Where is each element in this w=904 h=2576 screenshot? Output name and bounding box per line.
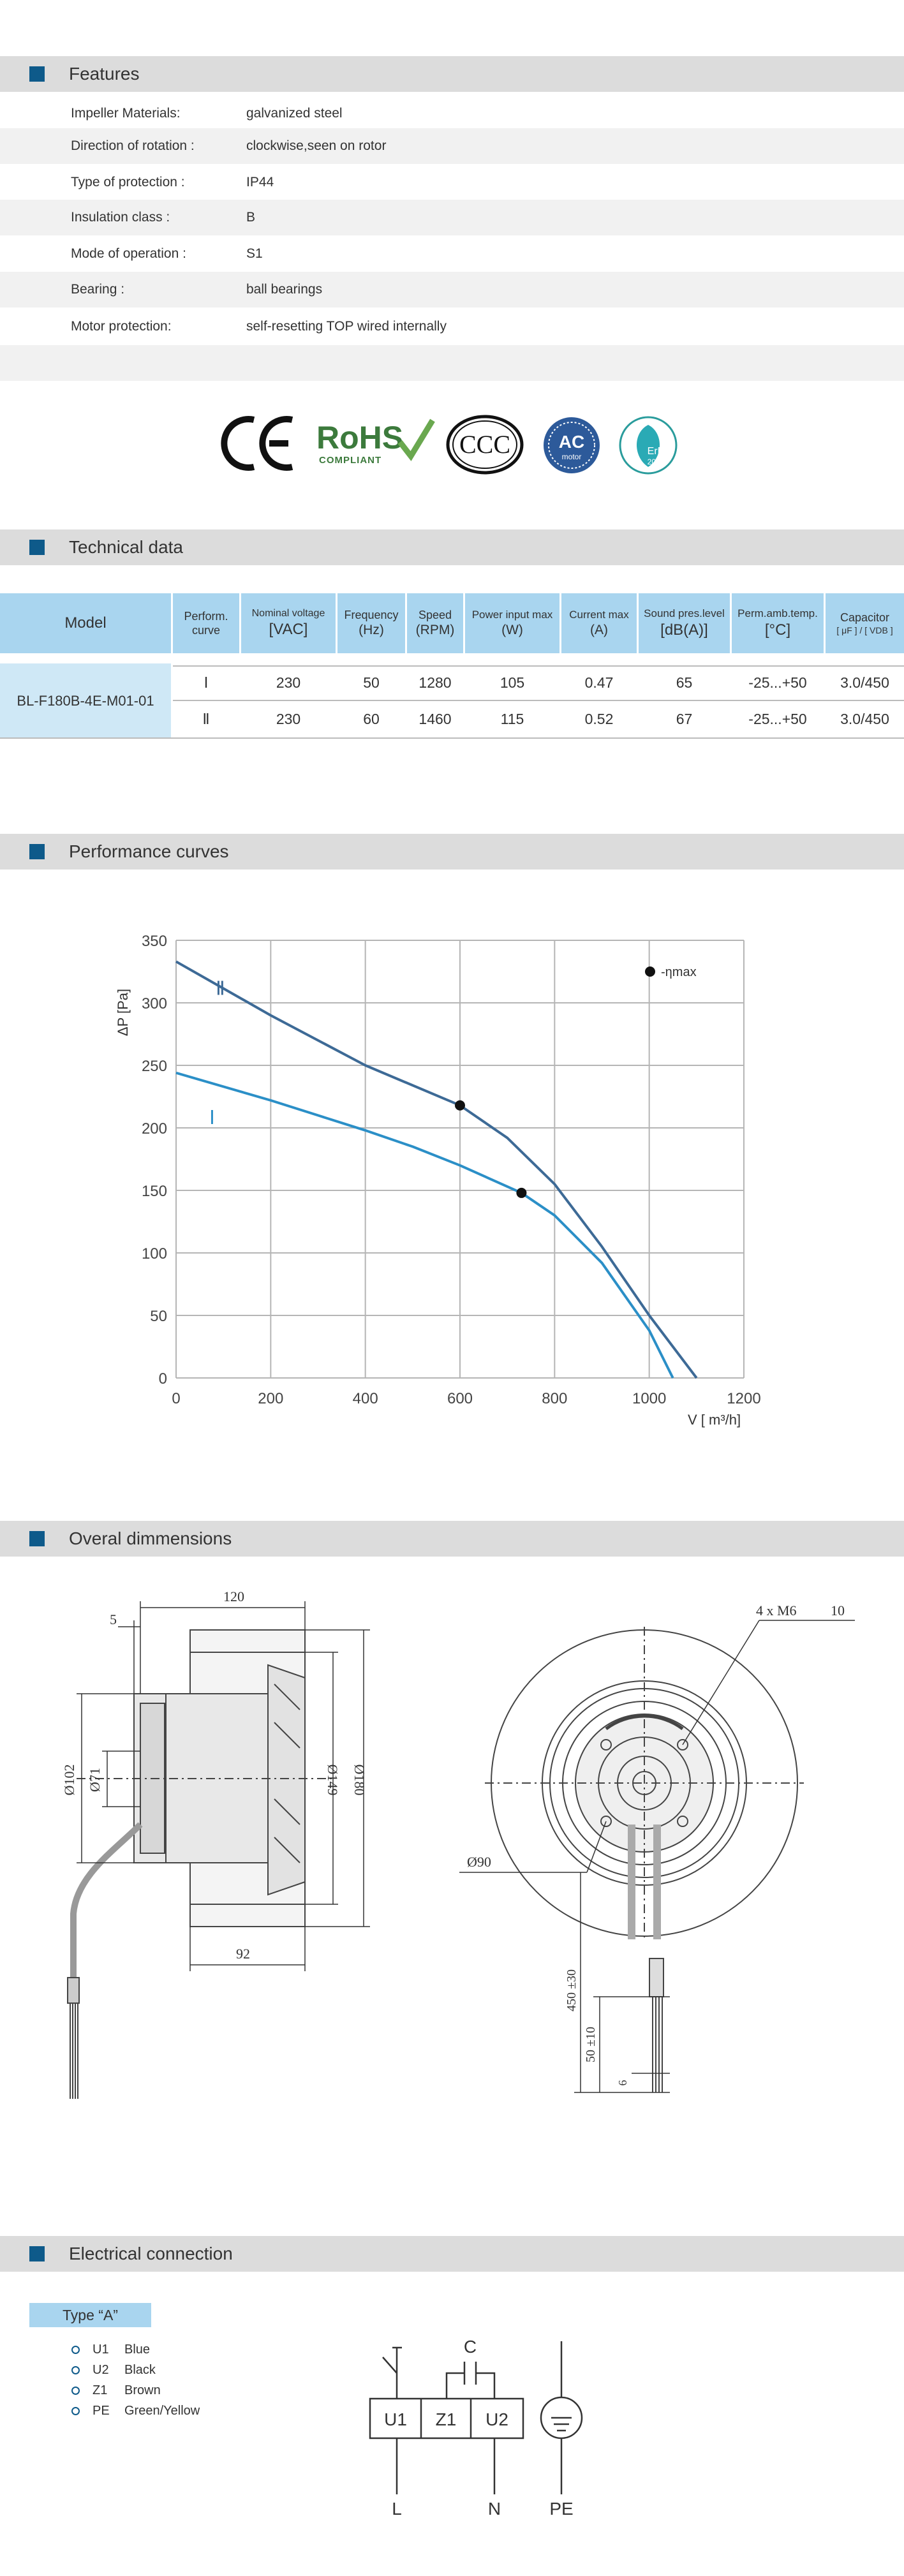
section-marker bbox=[29, 844, 45, 859]
feature-label: Type of protection : bbox=[71, 175, 185, 189]
header-text: Frequency bbox=[344, 608, 399, 621]
table-cell: 50 bbox=[363, 674, 380, 691]
feature-row bbox=[0, 128, 904, 164]
table-cell: 105 bbox=[500, 674, 525, 691]
header-text: Sound pres.level bbox=[644, 607, 725, 620]
table-cell: Ⅱ bbox=[202, 710, 210, 727]
chart-ylabel: ΔP [Pa] bbox=[115, 988, 131, 1037]
feature-row-empty bbox=[0, 345, 904, 381]
feature-row bbox=[0, 272, 904, 307]
bullet bbox=[71, 2346, 80, 2354]
table-header bbox=[241, 593, 336, 653]
dim-end: 6 bbox=[616, 2080, 629, 2086]
dim-cable: 450 ±30 bbox=[565, 1969, 579, 2011]
bullet bbox=[71, 2366, 80, 2374]
section-header-electrical bbox=[0, 2236, 904, 2272]
section-title: Performance curves bbox=[69, 841, 229, 861]
table-cell: 3.0/450 bbox=[840, 674, 889, 691]
capacitor-label: C bbox=[463, 2337, 477, 2357]
table-cell: 65 bbox=[676, 674, 693, 691]
header-unit: (Hz) bbox=[359, 623, 384, 638]
dim-depth: 10 bbox=[831, 1603, 845, 1618]
header-unit: [°C] bbox=[764, 621, 791, 639]
section-title: Overal dimmensions bbox=[69, 1529, 232, 1548]
x-tick-label: 1200 bbox=[727, 1390, 761, 1407]
table-cell: 67 bbox=[676, 710, 693, 727]
ac-motor-logo bbox=[542, 416, 601, 475]
dim-90: Ø90 bbox=[467, 1854, 491, 1870]
series-label: Ⅱ bbox=[216, 978, 225, 1000]
table-cell: 0.52 bbox=[584, 710, 614, 727]
table-cell: Ⅰ bbox=[204, 674, 209, 691]
header-text: Capacitor bbox=[840, 611, 890, 624]
table-cell: 0.47 bbox=[584, 674, 614, 691]
chart-tick-labels bbox=[142, 933, 761, 1407]
feature-value: galvanized steel bbox=[246, 106, 343, 121]
erp-logo bbox=[618, 415, 679, 476]
label-l: L bbox=[392, 2499, 402, 2519]
table-cell: 3.0/450 bbox=[840, 710, 889, 727]
section-header-features bbox=[0, 56, 904, 92]
header-unit: (W) bbox=[501, 622, 523, 637]
dim-102: Ø102 bbox=[61, 1764, 77, 1796]
table-header bbox=[173, 593, 239, 653]
header-unit: [VAC] bbox=[269, 621, 308, 638]
wire-color: Green/Yellow bbox=[124, 2404, 200, 2418]
header-unit: (RPM) bbox=[415, 623, 455, 638]
dim-149: Ø149 bbox=[325, 1764, 341, 1796]
header-unit: curve bbox=[191, 624, 220, 637]
table-header bbox=[465, 593, 559, 653]
dim-m6: 4 x M6 bbox=[756, 1603, 797, 1618]
ce-logo bbox=[217, 408, 300, 478]
feature-row bbox=[0, 200, 904, 235]
check-icon bbox=[397, 418, 435, 463]
header-text: Perform. bbox=[184, 609, 228, 623]
x-tick-label: 0 bbox=[172, 1390, 181, 1407]
feature-label: Insulation class : bbox=[71, 210, 170, 225]
table-model-cell: BL-F180B-4E-M01-01 bbox=[0, 663, 171, 739]
table-cell: -25...+50 bbox=[748, 674, 807, 691]
dim-120: 120 bbox=[223, 1588, 244, 1604]
wire-color: Brown bbox=[124, 2383, 161, 2397]
feature-row bbox=[0, 309, 904, 344]
wiring-diagram bbox=[357, 2322, 600, 2520]
wire-code: PE bbox=[93, 2404, 110, 2418]
dim-71: Ø71 bbox=[87, 1768, 103, 1792]
y-tick-label: 0 bbox=[158, 1370, 167, 1388]
section-marker bbox=[29, 1531, 45, 1546]
wire-legend-item bbox=[71, 2404, 200, 2418]
header-text: Model bbox=[64, 614, 107, 632]
rohs-compliant-text: COMPLIANT bbox=[319, 455, 382, 466]
front-view-drawing bbox=[459, 1582, 868, 2131]
y-tick-label: 100 bbox=[141, 1245, 167, 1262]
terminal-u2: U2 bbox=[485, 2409, 508, 2429]
feature-row bbox=[0, 165, 904, 200]
dim-5: 5 bbox=[110, 1611, 117, 1627]
feature-value: S1 bbox=[246, 246, 263, 261]
dim-92: 92 bbox=[236, 1946, 250, 1962]
label-pe: PE bbox=[549, 2499, 574, 2519]
rohs-main-text: RoHS bbox=[316, 420, 404, 455]
motor-text: motor bbox=[561, 452, 582, 461]
section-title: Features bbox=[69, 64, 140, 84]
feature-label: Motor protection: bbox=[71, 319, 172, 334]
wire-legend-item bbox=[71, 2363, 156, 2378]
y-tick-label: 250 bbox=[141, 1058, 167, 1075]
header-unit: [ μF ] / [ VDB ] bbox=[836, 625, 893, 635]
section-marker bbox=[29, 540, 45, 555]
feature-value: clockwise,seen on rotor bbox=[246, 138, 387, 153]
header-text: Nominal voltage bbox=[251, 608, 325, 619]
wire-legend-item bbox=[71, 2383, 161, 2398]
section-marker bbox=[29, 2246, 45, 2261]
wire-legend-item bbox=[71, 2343, 150, 2357]
section-title: Technical data bbox=[69, 537, 184, 557]
y-tick-label: 150 bbox=[141, 1183, 167, 1200]
table-header bbox=[639, 593, 730, 653]
feature-row bbox=[0, 236, 904, 272]
feature-label: Bearing : bbox=[71, 282, 125, 297]
chart-legend-label: -ηmax bbox=[661, 965, 697, 979]
table-cell: 230 bbox=[276, 674, 301, 691]
header-unit: (A) bbox=[590, 622, 608, 637]
bullet bbox=[71, 2387, 80, 2395]
dim-strip: 50 ±10 bbox=[584, 2027, 598, 2062]
ccc-text: CCC bbox=[459, 430, 511, 459]
table-cell: -25...+50 bbox=[748, 710, 807, 727]
header-text: Speed bbox=[418, 608, 452, 621]
table-header bbox=[826, 593, 904, 653]
x-tick-label: 400 bbox=[352, 1390, 378, 1407]
eta-max-point bbox=[516, 1188, 526, 1198]
ac-text: AC bbox=[558, 432, 585, 452]
side-view-drawing bbox=[51, 1582, 383, 2118]
feature-row bbox=[0, 96, 904, 131]
table-cell: 115 bbox=[500, 710, 524, 727]
section-header-technical bbox=[0, 529, 904, 565]
ccc-logo bbox=[445, 413, 524, 476]
table-cell: 60 bbox=[363, 710, 380, 727]
wire-code: U2 bbox=[93, 2363, 109, 2377]
wire-code: U1 bbox=[93, 2343, 109, 2357]
section-title: Electrical connection bbox=[69, 2244, 233, 2263]
section-header-dimensions bbox=[0, 1521, 904, 1557]
feature-label: Mode of operation : bbox=[71, 246, 186, 261]
x-tick-label: 200 bbox=[258, 1390, 284, 1407]
terminal-z1: Z1 bbox=[435, 2409, 457, 2429]
feature-label: Direction of rotation : bbox=[71, 138, 195, 153]
performance-chart bbox=[0, 893, 904, 1455]
series-line bbox=[176, 1073, 673, 1378]
chart-xlabel: V [ m³/h] bbox=[688, 1412, 741, 1428]
table-header bbox=[407, 593, 463, 653]
table-cell: 1280 bbox=[419, 674, 452, 691]
erp-text: ErP bbox=[647, 446, 665, 457]
x-tick-label: 1000 bbox=[632, 1390, 667, 1407]
x-tick-label: 600 bbox=[447, 1390, 473, 1407]
label-n: N bbox=[487, 2499, 501, 2519]
series-label: Ⅰ bbox=[209, 1107, 215, 1129]
chart-grid bbox=[176, 940, 744, 1378]
table-cell: 230 bbox=[276, 710, 301, 727]
y-tick-label: 300 bbox=[141, 995, 167, 1012]
dim-180: Ø180 bbox=[352, 1764, 367, 1796]
table-header bbox=[337, 593, 405, 653]
y-tick-label: 200 bbox=[141, 1120, 167, 1137]
feature-value: B bbox=[246, 210, 256, 225]
y-tick-label: 50 bbox=[150, 1308, 167, 1325]
table-header bbox=[732, 593, 824, 653]
feature-value: self-resetting TOP wired internally bbox=[246, 319, 447, 334]
section-header-performance bbox=[0, 834, 904, 870]
table-rule bbox=[0, 737, 904, 739]
header-text: Perm.amb.temp. bbox=[737, 607, 818, 620]
wire-color: Black bbox=[124, 2363, 156, 2377]
feature-value: IP44 bbox=[246, 175, 274, 189]
eta-max-point bbox=[455, 1100, 465, 1111]
terminal-u1: U1 bbox=[384, 2409, 407, 2429]
x-tick-label: 800 bbox=[542, 1390, 568, 1407]
rohs-logo bbox=[314, 418, 435, 469]
feature-value: ball bearings bbox=[246, 282, 323, 297]
connection-type-label: Type “A” bbox=[29, 2303, 151, 2327]
table-header bbox=[561, 593, 637, 653]
legend-marker bbox=[645, 966, 655, 977]
header-text: Power input max bbox=[471, 609, 553, 621]
header-unit: [dB(A)] bbox=[660, 621, 708, 639]
header-text: Current max bbox=[569, 609, 629, 621]
table-cell: 1460 bbox=[419, 710, 452, 727]
section-marker bbox=[29, 66, 45, 82]
erp-year-text: 2015 bbox=[647, 457, 665, 466]
feature-label: Impeller Materials: bbox=[71, 106, 181, 121]
y-tick-label: 350 bbox=[141, 933, 167, 950]
wire-color: Blue bbox=[124, 2343, 151, 2357]
wire-code: Z1 bbox=[93, 2383, 108, 2397]
bullet bbox=[71, 2407, 80, 2415]
table-header-model bbox=[0, 593, 171, 653]
